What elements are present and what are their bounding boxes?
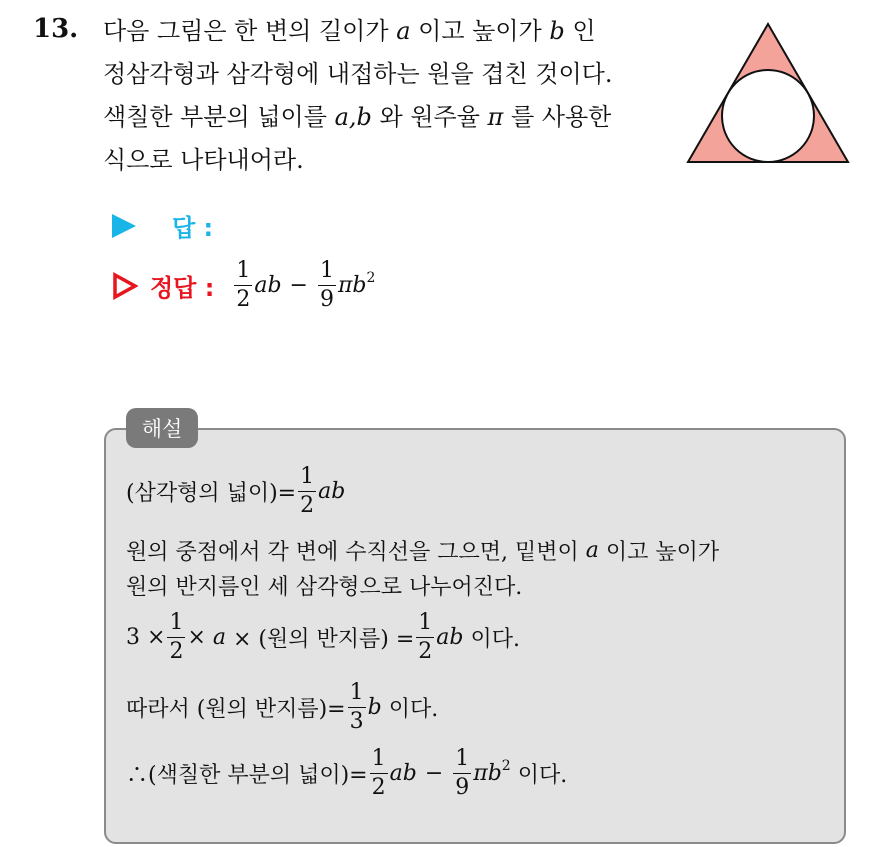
answer-blank-row (112, 208, 213, 243)
explanation-line-2: 원의 중점에서 각 변에 수직선을 그으면, 밑변이 a 이고 높이가 (126, 538, 720, 565)
variable-pi: π (487, 103, 504, 131)
fraction-one-half: $\frac{1}{2}$ (236, 258, 251, 312)
answer-label: 답 : (172, 214, 214, 242)
explanation-line-3: 원의 반지름인 세 삼각형으로 나누어진다. (126, 575, 523, 600)
outline-triangle-icon (112, 272, 138, 300)
correct-answer-label: 정답 : (150, 274, 215, 302)
question-line-1: 다음 그림은 한 변의 길이가 a 이고 높이가 b 인 (103, 17, 596, 45)
triangle-circle-figure (686, 22, 852, 166)
variables-ab: a,b (334, 103, 372, 131)
variable-b: b (549, 17, 565, 45)
explanation-line-1: (삼각형의 넓이)= $\frac{1}{2}$ ab (126, 464, 346, 518)
correct-answer-expression: $\frac{1}{2}$ ab − $\frac{1}{9}$ πb $^2$ (236, 258, 376, 312)
question-line-2: 정삼각형과 삼각형에 내접하는 원을 겹친 것이다. (103, 60, 613, 88)
question-text (103, 10, 673, 182)
explanation-line-4: 3 × $\frac{1}{2}$ × a × (원의 반지름) = $\frac{1}{2}$ ab 이다. (126, 610, 520, 664)
explanation-line-6: ∴(색칠한 부분의 넓이)= $\frac{1}{2}$ ab − $\frac{1}{9}$ πb $^2$ 이다. (126, 746, 568, 800)
variable-a: a (396, 17, 411, 45)
question-line-3: 색칠한 부분의 넓이를 a,b 와 원주율 π 를 사용한 (103, 103, 612, 131)
explanation-tag: 해설 (126, 408, 198, 448)
correct-answer-row (112, 260, 375, 311)
explanation-line-5: 따라서 (원의 반지름)= $\frac{1}{3}$ b 이다. (126, 680, 439, 734)
inscribed-circle (722, 70, 814, 162)
question-number: 13. (33, 14, 79, 44)
fraction-one-ninth: $\frac{1}{9}$ (319, 258, 334, 312)
question-line-4: 식으로 나타내어라. (103, 146, 304, 174)
play-triangle-icon (112, 214, 136, 238)
